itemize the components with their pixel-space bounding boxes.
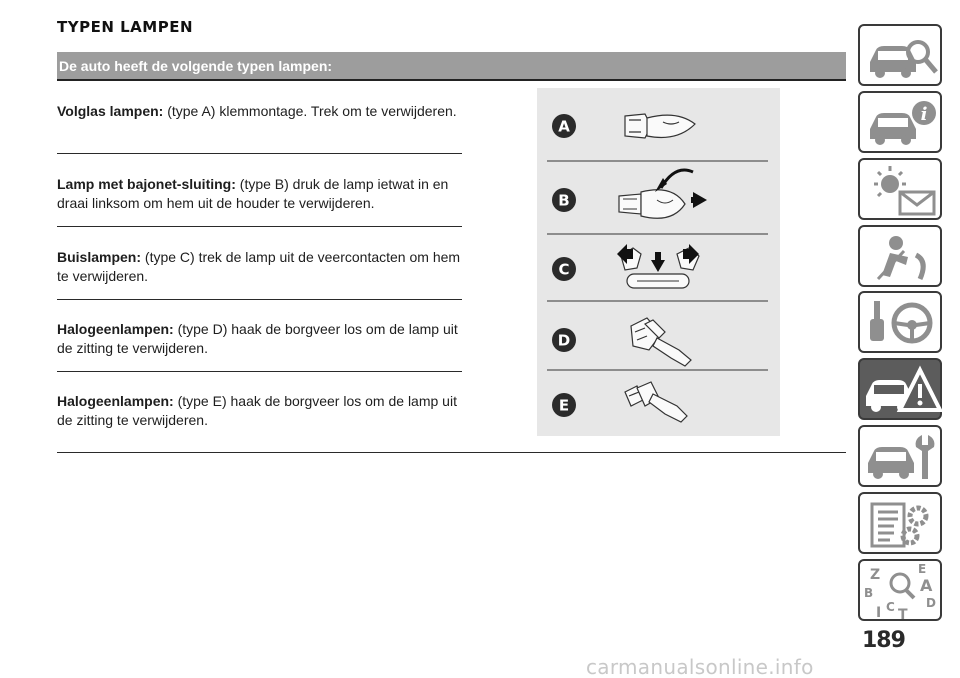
svg-text:E: E xyxy=(918,562,927,576)
sidebar-tab-car-wrench[interactable] xyxy=(858,425,942,487)
label-badge-d xyxy=(552,328,576,352)
car-info-icon xyxy=(860,93,944,155)
svg-text:D: D xyxy=(557,331,571,350)
svg-text:i: i xyxy=(920,104,928,125)
car-warning-triangle-icon xyxy=(860,360,944,422)
svg-text:E: E xyxy=(558,396,570,415)
divider xyxy=(57,153,462,154)
watermark: carmanualsonline.info xyxy=(586,655,814,678)
subheader-bar: De auto heeft de volgende typen lampen: xyxy=(57,52,846,81)
sidebar-tab-key-steering[interactable] xyxy=(858,291,942,353)
svg-text:B: B xyxy=(558,191,570,210)
svg-text:A: A xyxy=(558,117,570,136)
svg-text:I: I xyxy=(876,605,882,621)
lamp-e-halogen-bulb-icon xyxy=(625,382,687,422)
label-badge-e xyxy=(552,393,576,417)
car-wrench-icon xyxy=(860,427,944,489)
sidebar-tab-car-warning-active[interactable] xyxy=(858,358,942,420)
entry-text: (type B) druk de lamp ietwat in en draai linksom om hem uit de houder te verwijderen. xyxy=(57,176,449,211)
svg-text:A: A xyxy=(920,576,933,595)
entry-term: Volglas lampen: xyxy=(57,103,164,119)
sidebar-tab-seat-airbag[interactable] xyxy=(858,225,942,287)
svg-text:C: C xyxy=(886,600,895,614)
seat-airbag-icon xyxy=(860,227,944,289)
entry-text: (type D) haak de borgveer los om de lamp uit de zitting te verwijderen. xyxy=(57,321,458,356)
svg-text:B: B xyxy=(864,586,874,600)
page-number: 189 xyxy=(862,628,905,653)
divider xyxy=(57,299,462,300)
lamp-a-wedge-bulb-icon xyxy=(625,114,695,138)
section-title: TYPEN LAMPEN xyxy=(57,18,193,36)
entry-term: Halogeenlampen: xyxy=(57,393,174,409)
sidebar-tab-alphabet-index[interactable] xyxy=(858,559,942,621)
svg-text:Z: Z xyxy=(870,567,881,583)
sidebar-tab-list-gears[interactable] xyxy=(858,492,942,554)
warning-light-message-icon xyxy=(860,160,944,222)
car-search-icon xyxy=(860,26,944,88)
svg-text:C: C xyxy=(558,260,570,279)
entry-term: Lamp met bajonet-sluiting: xyxy=(57,176,236,192)
entry-term: Halogeenlampen: xyxy=(57,321,174,337)
entry-text: (type C) trek de lamp uit de veercontacten om hem te verwijderen. xyxy=(57,249,461,284)
svg-text:D: D xyxy=(926,596,936,610)
entry-text: (type E) haak de borgveer los om de lamp uit de zitting te verwijderen. xyxy=(57,393,457,428)
list-gears-icon xyxy=(860,494,944,556)
entry-halogeen-d xyxy=(57,320,462,357)
sidebar-tab-car-info[interactable] xyxy=(858,91,942,153)
label-badge-a xyxy=(552,114,576,138)
divider xyxy=(57,226,462,227)
entry-term: Buislampen: xyxy=(57,249,142,265)
lamp-b-bayonet-bulb-icon xyxy=(619,170,707,218)
divider xyxy=(57,371,462,372)
sidebar-tab-warning-lights[interactable] xyxy=(858,158,942,220)
label-badge-c xyxy=(552,257,576,281)
key-steering-wheel-icon xyxy=(860,293,944,355)
bottom-divider xyxy=(57,452,846,453)
sidebar-tab-car-search[interactable] xyxy=(858,24,942,86)
entry-buislampen xyxy=(57,248,462,285)
entry-text: (type A) klemmontage. Trek om te verwijderen. xyxy=(167,103,457,119)
alphabet-index-icon xyxy=(860,561,944,623)
lamp-d-halogen-bulb-icon xyxy=(631,318,691,366)
lamp-c-festoon-bulb-icon xyxy=(617,244,699,288)
entry-bajonet xyxy=(57,175,462,212)
lamp-types-figure xyxy=(537,88,780,436)
svg-text:T: T xyxy=(898,607,908,623)
entry-halogeen-e xyxy=(57,392,462,429)
entry-volglas xyxy=(57,102,462,121)
label-badge-b xyxy=(552,188,576,212)
